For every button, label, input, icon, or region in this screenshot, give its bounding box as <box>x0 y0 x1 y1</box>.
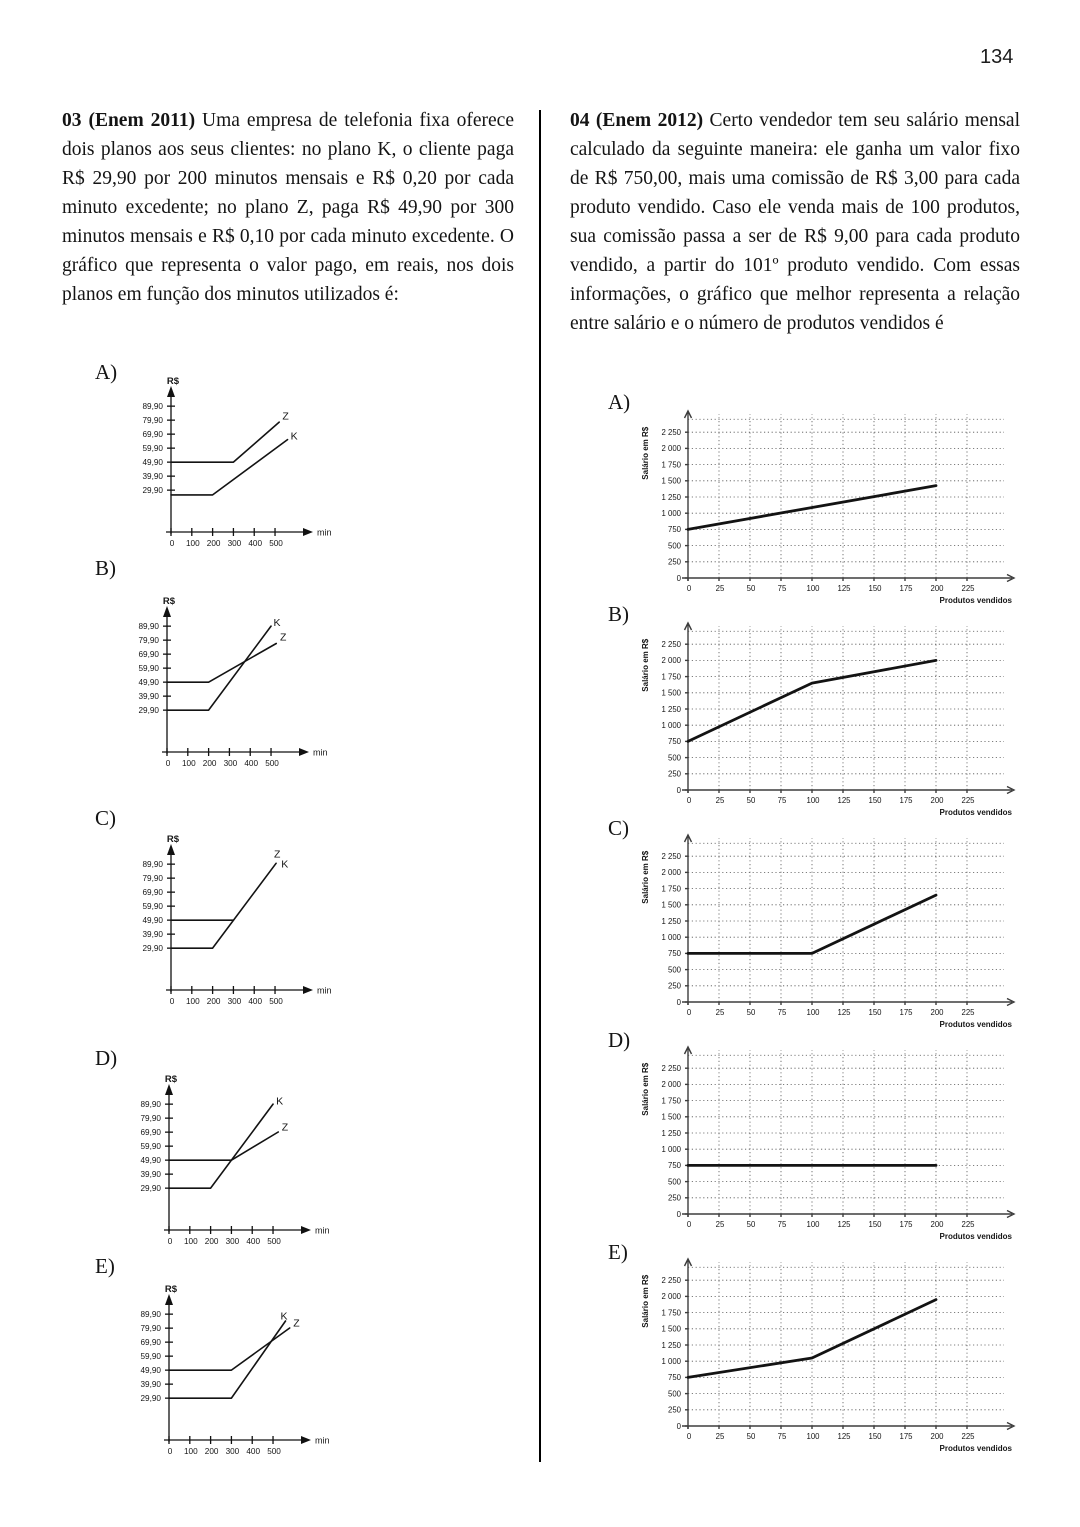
svg-text:2 000: 2 000 <box>661 1080 681 1090</box>
chart-q4-option-c <box>632 830 1032 1030</box>
svg-text:300: 300 <box>225 1447 240 1456</box>
svg-text:29,90: 29,90 <box>140 1184 161 1194</box>
svg-text:1 250: 1 250 <box>661 1128 681 1138</box>
svg-text:Salário em R$: Salário em R$ <box>641 1062 650 1116</box>
svg-text:75: 75 <box>777 1432 787 1441</box>
svg-text:25: 25 <box>715 1220 725 1229</box>
svg-text:500: 500 <box>269 539 283 548</box>
svg-text:500: 500 <box>667 1177 681 1187</box>
svg-text:175: 175 <box>899 1220 913 1229</box>
chart-q3-option-d <box>123 1072 338 1252</box>
svg-text:0: 0 <box>169 539 175 548</box>
svg-text:225: 225 <box>961 584 975 593</box>
svg-text:39,90: 39,90 <box>142 472 163 482</box>
q3-option-e-label: E) <box>95 1254 115 1278</box>
svg-text:59,90: 59,90 <box>142 902 163 912</box>
q3-option-d-label: D) <box>95 1046 118 1070</box>
svg-text:min: min <box>315 1225 330 1236</box>
svg-text:79,90: 79,90 <box>142 874 163 884</box>
svg-text:75: 75 <box>777 584 787 593</box>
svg-text:49,90: 49,90 <box>140 1156 161 1166</box>
column-divider <box>539 110 541 1462</box>
svg-text:59,90: 59,90 <box>140 1352 161 1362</box>
q4-option-a-label: A) <box>608 390 631 414</box>
svg-text:0: 0 <box>686 584 692 593</box>
svg-text:50: 50 <box>746 1008 756 1017</box>
svg-text:175: 175 <box>899 796 913 805</box>
svg-text:250: 250 <box>667 769 681 779</box>
svg-text:39,90: 39,90 <box>140 1380 161 1390</box>
q4-option-e-label: E) <box>608 1240 628 1264</box>
svg-text:1 750: 1 750 <box>661 1096 681 1106</box>
q4-option-b-label: B) <box>608 602 629 626</box>
svg-text:69,90: 69,90 <box>142 430 163 440</box>
svg-text:29,90: 29,90 <box>138 706 159 716</box>
svg-text:750: 750 <box>667 525 681 535</box>
svg-text:Z: Z <box>293 1317 300 1330</box>
svg-text:225: 225 <box>961 1008 975 1017</box>
svg-text:1 250: 1 250 <box>661 492 681 502</box>
svg-text:500: 500 <box>667 965 681 975</box>
svg-text:29,90: 29,90 <box>140 1394 161 1404</box>
svg-text:1 000: 1 000 <box>661 933 681 942</box>
svg-text:R$: R$ <box>164 1074 178 1085</box>
svg-text:min: min <box>317 985 332 996</box>
q4-option-d-label: D) <box>608 1028 631 1052</box>
chart-q4-option-d <box>632 1042 1032 1242</box>
svg-text:R$: R$ <box>166 376 180 387</box>
svg-text:Salário em R$: Salário em R$ <box>641 1274 650 1328</box>
svg-text:200: 200 <box>206 997 221 1006</box>
svg-text:100: 100 <box>183 1447 198 1456</box>
svg-text:200: 200 <box>202 759 217 768</box>
chart-q4-option-a <box>632 406 1032 606</box>
svg-text:50: 50 <box>746 1220 756 1229</box>
svg-text:250: 250 <box>667 557 681 567</box>
svg-text:150: 150 <box>868 796 882 805</box>
svg-text:125: 125 <box>837 1432 851 1441</box>
svg-text:100: 100 <box>806 584 820 593</box>
svg-text:39,90: 39,90 <box>140 1170 161 1180</box>
svg-text:25: 25 <box>715 584 725 593</box>
svg-text:100: 100 <box>183 1237 198 1246</box>
svg-text:200: 200 <box>930 1008 944 1017</box>
svg-text:0: 0 <box>676 997 681 1007</box>
svg-text:100: 100 <box>806 1008 820 1017</box>
svg-text:69,90: 69,90 <box>138 650 159 660</box>
chart-q3-option-c <box>125 832 340 1012</box>
svg-text:R$: R$ <box>164 1284 178 1295</box>
svg-text:150: 150 <box>868 584 882 593</box>
svg-text:1 000: 1 000 <box>661 509 681 518</box>
svg-text:250: 250 <box>667 1193 681 1203</box>
svg-text:2 250: 2 250 <box>661 1276 681 1285</box>
svg-text:200: 200 <box>930 584 944 593</box>
question-04-text <box>570 106 1020 338</box>
svg-text:50: 50 <box>746 584 756 593</box>
question-04-body: Certo vendedor tem seu salário mensal calculado da seguinte maneira: ele ganha um valor fixo de R$ 750,00, mais uma comissão de R$ 3,00 para cada produto vendido. Caso ele venda mais de 100 produtos, sua comissão passa a ser de R$ 9,00 para cada produto vendido, a partir do 101º produto vendido. Com essas informações, o gráfico que melhor representa a relação entre salário e o número de produtos vendidos é <box>570 110 1020 334</box>
svg-text:75: 75 <box>777 796 787 805</box>
svg-text:39,90: 39,90 <box>142 930 163 940</box>
svg-text:1 250: 1 250 <box>661 704 681 714</box>
svg-text:79,90: 79,90 <box>138 636 159 646</box>
svg-text:400: 400 <box>248 997 263 1006</box>
svg-text:75: 75 <box>777 1220 787 1229</box>
svg-text:400: 400 <box>246 1447 261 1456</box>
svg-text:300: 300 <box>227 997 242 1006</box>
svg-text:Produtos vendidos: Produtos vendidos <box>939 1020 1012 1029</box>
svg-text:125: 125 <box>837 584 851 593</box>
svg-text:500: 500 <box>267 1237 281 1246</box>
svg-text:25: 25 <box>715 1432 725 1441</box>
svg-text:150: 150 <box>868 1008 882 1017</box>
page-number: 134 <box>980 46 1014 68</box>
question-04-heading: 04 (Enem 2012) <box>570 110 704 131</box>
svg-text:K: K <box>273 617 281 629</box>
question-03-text <box>62 106 514 309</box>
svg-text:200: 200 <box>930 796 944 805</box>
svg-text:1 500: 1 500 <box>661 900 681 910</box>
question-03-heading: 03 (Enem 2011) <box>62 110 196 131</box>
svg-text:125: 125 <box>837 1008 851 1017</box>
svg-text:1 250: 1 250 <box>661 916 681 926</box>
svg-text:500: 500 <box>667 1389 681 1399</box>
svg-text:1 000: 1 000 <box>661 1145 681 1154</box>
svg-text:100: 100 <box>806 1220 820 1229</box>
svg-text:89,90: 89,90 <box>142 402 163 412</box>
svg-text:39,90: 39,90 <box>138 692 159 702</box>
svg-text:50: 50 <box>746 796 756 805</box>
svg-text:2 000: 2 000 <box>661 1292 681 1302</box>
svg-text:500: 500 <box>667 753 681 763</box>
svg-text:K: K <box>281 858 289 871</box>
svg-text:750: 750 <box>667 1161 681 1171</box>
svg-text:50: 50 <box>746 1432 756 1441</box>
svg-text:Z: Z <box>279 631 287 644</box>
svg-text:500: 500 <box>269 997 283 1006</box>
svg-text:Z: Z <box>282 410 289 423</box>
svg-text:200: 200 <box>206 539 221 548</box>
svg-text:2 250: 2 250 <box>661 852 681 861</box>
svg-text:1 750: 1 750 <box>661 460 681 470</box>
svg-text:150: 150 <box>868 1432 882 1441</box>
svg-text:2 250: 2 250 <box>661 640 681 649</box>
svg-text:49,90: 49,90 <box>142 916 163 926</box>
svg-text:75: 75 <box>777 1008 787 1017</box>
svg-text:min: min <box>313 747 328 758</box>
svg-text:150: 150 <box>868 1220 882 1229</box>
svg-text:2 250: 2 250 <box>661 428 681 437</box>
svg-text:K: K <box>290 430 298 443</box>
q4-option-c-label: C) <box>608 816 629 840</box>
svg-text:89,90: 89,90 <box>142 860 163 870</box>
svg-text:69,90: 69,90 <box>140 1338 161 1348</box>
svg-text:500: 500 <box>667 541 681 551</box>
svg-text:1 000: 1 000 <box>661 721 681 730</box>
svg-text:1 500: 1 500 <box>661 1324 681 1334</box>
svg-text:100: 100 <box>185 997 200 1006</box>
svg-text:300: 300 <box>227 539 242 548</box>
svg-text:500: 500 <box>265 759 279 768</box>
svg-text:89,90: 89,90 <box>140 1310 161 1320</box>
svg-text:100: 100 <box>185 539 200 548</box>
svg-text:2 000: 2 000 <box>661 656 681 666</box>
svg-text:69,90: 69,90 <box>140 1128 161 1138</box>
svg-text:1 750: 1 750 <box>661 672 681 682</box>
q3-option-c-label: C) <box>95 806 116 830</box>
svg-text:59,90: 59,90 <box>138 664 159 674</box>
svg-text:69,90: 69,90 <box>142 888 163 898</box>
svg-text:175: 175 <box>899 1008 913 1017</box>
svg-text:79,90: 79,90 <box>142 416 163 426</box>
svg-text:0: 0 <box>676 1209 681 1219</box>
svg-text:400: 400 <box>246 1237 261 1246</box>
svg-text:300: 300 <box>225 1237 240 1246</box>
svg-text:49,90: 49,90 <box>142 458 163 468</box>
chart-q4-option-e <box>632 1254 1032 1454</box>
svg-text:Produtos vendidos: Produtos vendidos <box>939 808 1012 817</box>
svg-text:200: 200 <box>204 1237 219 1246</box>
chart-q3-option-b <box>121 594 336 774</box>
svg-text:0: 0 <box>686 1432 692 1441</box>
svg-text:29,90: 29,90 <box>142 944 163 954</box>
svg-text:0: 0 <box>676 785 681 795</box>
svg-text:100: 100 <box>806 796 820 805</box>
svg-text:25: 25 <box>715 796 725 805</box>
svg-text:125: 125 <box>837 1220 851 1229</box>
svg-text:K: K <box>276 1095 284 1108</box>
svg-text:Salário em R$: Salário em R$ <box>641 426 650 480</box>
svg-text:175: 175 <box>899 584 913 593</box>
svg-text:29,90: 29,90 <box>142 486 163 496</box>
svg-text:400: 400 <box>248 539 263 548</box>
svg-text:125: 125 <box>837 796 851 805</box>
svg-text:1 250: 1 250 <box>661 1340 681 1350</box>
q3-option-b-label: B) <box>95 556 116 580</box>
svg-text:59,90: 59,90 <box>142 444 163 454</box>
svg-text:49,90: 49,90 <box>138 678 159 688</box>
svg-text:175: 175 <box>899 1432 913 1441</box>
svg-text:200: 200 <box>204 1447 219 1456</box>
svg-text:100: 100 <box>181 759 196 768</box>
svg-text:1 500: 1 500 <box>661 688 681 698</box>
svg-text:0: 0 <box>686 796 692 805</box>
svg-text:250: 250 <box>667 981 681 991</box>
svg-text:89,90: 89,90 <box>140 1100 161 1110</box>
q3-option-a-label: A) <box>95 360 118 384</box>
svg-text:2 250: 2 250 <box>661 1064 681 1073</box>
svg-text:K: K <box>280 1310 288 1323</box>
svg-text:225: 225 <box>961 1220 975 1229</box>
svg-text:Produtos vendidos: Produtos vendidos <box>939 596 1012 605</box>
svg-text:1 500: 1 500 <box>661 1112 681 1122</box>
svg-text:1 750: 1 750 <box>661 884 681 894</box>
svg-text:225: 225 <box>961 1432 975 1441</box>
svg-text:0: 0 <box>676 573 681 583</box>
svg-text:0: 0 <box>686 1008 692 1017</box>
svg-text:250: 250 <box>667 1405 681 1415</box>
chart-q4-option-b <box>632 618 1032 818</box>
svg-text:750: 750 <box>667 949 681 959</box>
svg-text:200: 200 <box>930 1432 944 1441</box>
svg-text:Produtos vendidos: Produtos vendidos <box>939 1232 1012 1241</box>
svg-text:100: 100 <box>806 1432 820 1441</box>
svg-text:1 500: 1 500 <box>661 476 681 486</box>
svg-text:Z: Z <box>281 1121 289 1134</box>
svg-text:0: 0 <box>676 1421 681 1431</box>
svg-text:2 000: 2 000 <box>661 868 681 878</box>
svg-text:400: 400 <box>244 759 259 768</box>
svg-text:750: 750 <box>667 737 681 747</box>
svg-text:R$: R$ <box>166 834 180 845</box>
chart-q3-option-e <box>123 1282 338 1462</box>
svg-text:Salário em R$: Salário em R$ <box>641 638 650 692</box>
svg-text:200: 200 <box>930 1220 944 1229</box>
svg-text:0: 0 <box>686 1220 692 1229</box>
svg-text:Produtos vendidos: Produtos vendidos <box>939 1444 1012 1453</box>
svg-text:89,90: 89,90 <box>138 622 159 632</box>
svg-text:1 750: 1 750 <box>661 1308 681 1318</box>
svg-text:2 000: 2 000 <box>661 444 681 454</box>
svg-text:0: 0 <box>167 1237 173 1246</box>
svg-text:1 000: 1 000 <box>661 1357 681 1366</box>
svg-text:225: 225 <box>961 796 975 805</box>
svg-text:0: 0 <box>167 1447 173 1456</box>
svg-text:min: min <box>315 1435 330 1446</box>
question-03-body: Uma empresa de telefonia fixa oferece dois planos aos seus clientes: no plano K, o cliente paga R$ 29,90 por 200 minutos mensais e R$ 0,20 por cada minuto excedente; no plano Z, paga R$ 49,90 por 300 minutos mensais e R$ 0,10 por cada minuto excedente. O gráfico que representa o valor pago, em reais, nos dois planos em função dos minutos utilizados é: <box>62 110 514 305</box>
svg-text:0: 0 <box>165 759 171 768</box>
svg-text:79,90: 79,90 <box>140 1324 161 1334</box>
svg-text:79,90: 79,90 <box>140 1114 161 1124</box>
svg-text:Z: Z <box>273 848 281 861</box>
svg-text:300: 300 <box>223 759 238 768</box>
svg-text:49,90: 49,90 <box>140 1366 161 1376</box>
svg-text:0: 0 <box>169 997 175 1006</box>
svg-text:59,90: 59,90 <box>140 1142 161 1152</box>
svg-text:500: 500 <box>267 1447 281 1456</box>
chart-q3-option-a <box>125 374 340 554</box>
svg-text:25: 25 <box>715 1008 725 1017</box>
svg-text:R$: R$ <box>162 596 176 607</box>
svg-text:750: 750 <box>667 1373 681 1383</box>
svg-text:min: min <box>317 527 332 538</box>
svg-text:Salário em R$: Salário em R$ <box>641 850 650 904</box>
